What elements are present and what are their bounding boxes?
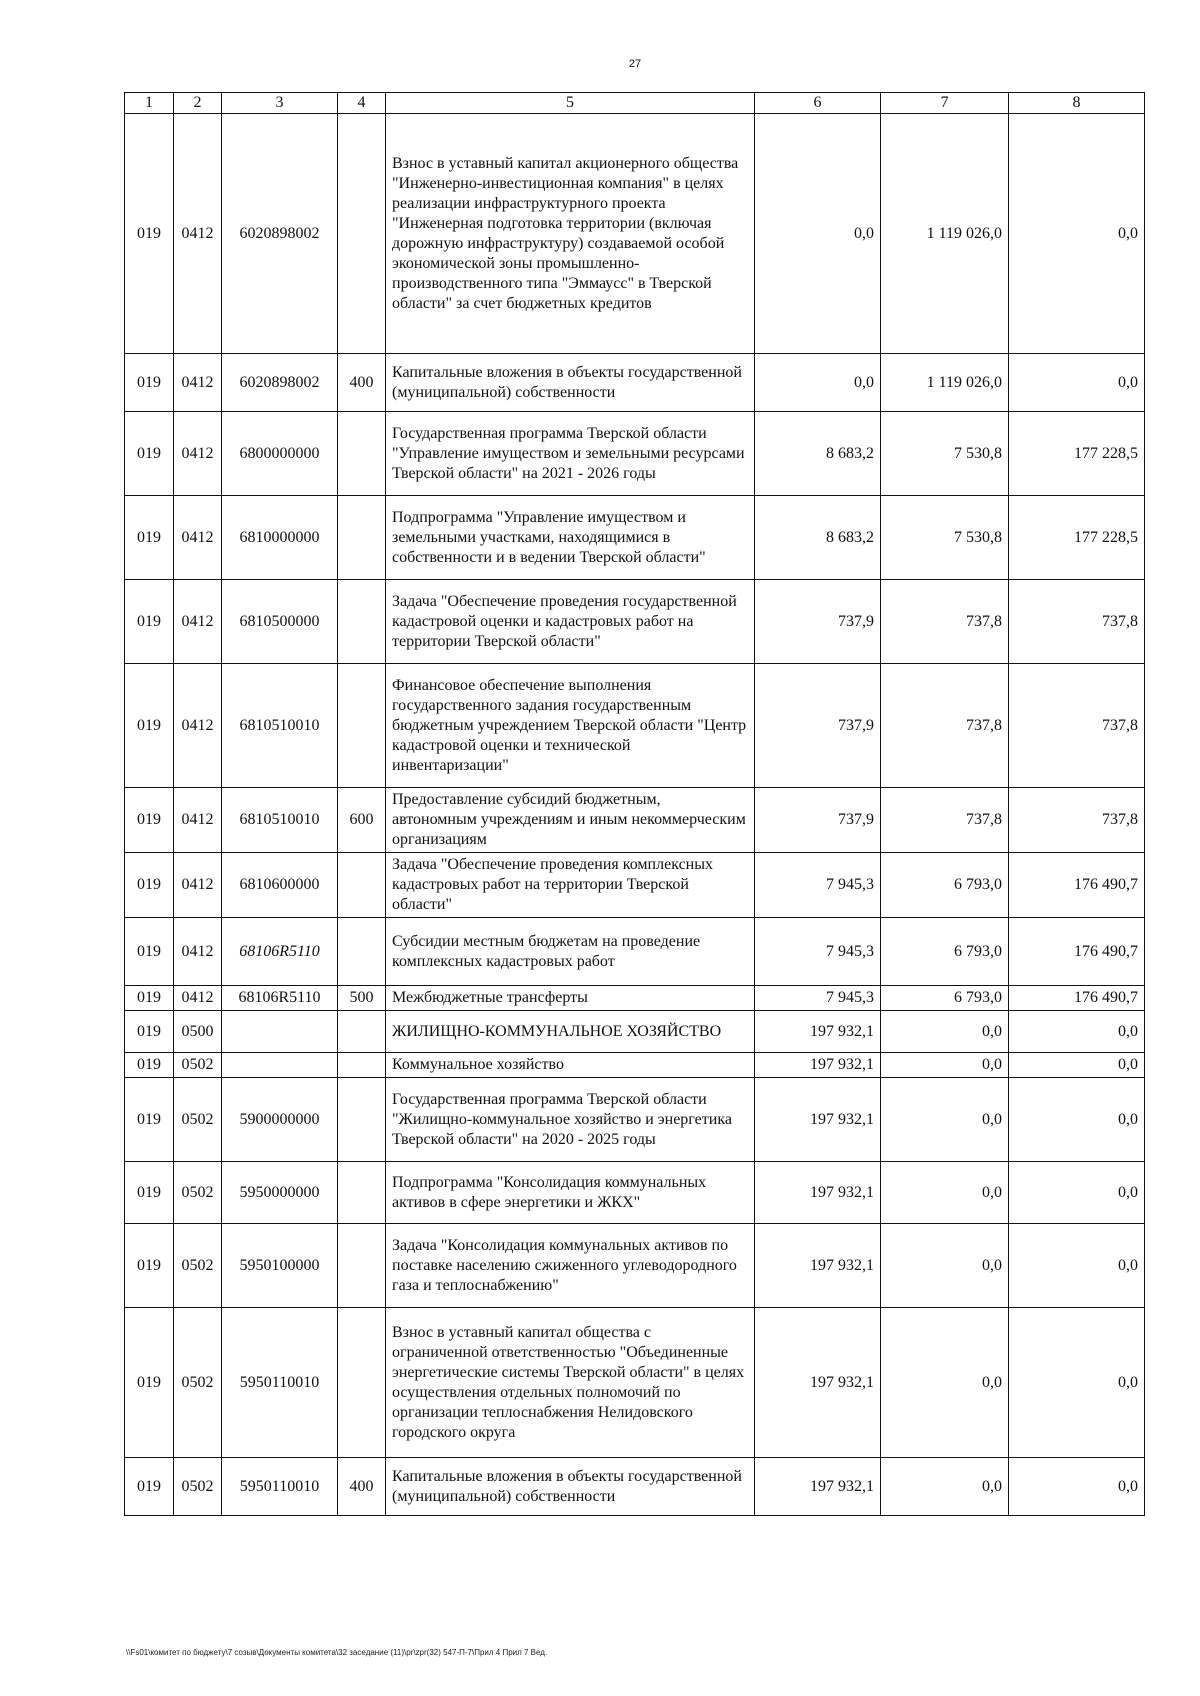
cell-amount-2: 0,0 — [881, 1458, 1009, 1516]
cell-agency-code: 019 — [125, 918, 174, 986]
table-row — [125, 1011, 1145, 1053]
cell-amount-2: 737,8 — [881, 664, 1009, 788]
cell-agency-code: 019 — [125, 986, 174, 1011]
cell-amount-2: 7 530,8 — [881, 496, 1009, 580]
table-row — [125, 853, 1145, 918]
cell-amount-1: 197 932,1 — [755, 1162, 881, 1224]
cell-expense-type — [338, 664, 386, 788]
cell-agency-code: 019 — [125, 354, 174, 412]
cell-description: Государственная программа Тверской области "Управление имуществом и земельными ресурсами Тверской области" на 2021 - 2026 годы — [386, 412, 755, 496]
cell-amount-3: 176 490,7 — [1009, 986, 1145, 1011]
cell-section-code: 0502 — [174, 1224, 222, 1308]
cell-section-code: 0502 — [174, 1162, 222, 1224]
cell-amount-2: 0,0 — [881, 1011, 1009, 1053]
cell-amount-3: 0,0 — [1009, 1224, 1145, 1308]
cell-expense-type — [338, 853, 386, 918]
cell-target-code — [222, 1011, 338, 1053]
cell-amount-3: 177 228,5 — [1009, 412, 1145, 496]
table-header-row — [125, 93, 1145, 114]
table-row — [125, 788, 1145, 853]
cell-amount-2: 0,0 — [881, 1078, 1009, 1162]
table-row — [125, 1308, 1145, 1458]
cell-amount-3: 0,0 — [1009, 114, 1145, 354]
cell-target-code — [222, 1053, 338, 1078]
cell-target-code: 68106R5110 — [222, 986, 338, 1011]
cell-amount-1: 7 945,3 — [755, 918, 881, 986]
cell-agency-code: 019 — [125, 1162, 174, 1224]
column-header: 5 — [386, 93, 755, 114]
cell-expense-type — [338, 1224, 386, 1308]
cell-section-code: 0412 — [174, 354, 222, 412]
cell-description: Взнос в уставный капитал акционерного общества "Инженерно-инвестиционная компания" в целях реализации инфраструктурного проекта "Инженерная подготовка территории (включая дорожную инфраструктуру) создаваемой особой экономической зоны промышленно-производственного типа "Эммаусс" в Тверской области" за счет бюджетных кредитов — [386, 114, 755, 354]
cell-agency-code: 019 — [125, 114, 174, 354]
cell-agency-code: 019 — [125, 1053, 174, 1078]
cell-description: Государственная программа Тверской области "Жилищно-коммунальное хозяйство и энергетика Тверской области" на 2020 - 2025 годы — [386, 1078, 755, 1162]
cell-amount-2: 1 119 026,0 — [881, 354, 1009, 412]
cell-amount-1: 737,9 — [755, 664, 881, 788]
cell-agency-code: 019 — [125, 788, 174, 853]
cell-amount-3: 177 228,5 — [1009, 496, 1145, 580]
column-header: 2 — [174, 93, 222, 114]
cell-amount-2: 737,8 — [881, 580, 1009, 664]
table-row — [125, 1224, 1145, 1308]
cell-amount-1: 0,0 — [755, 354, 881, 412]
cell-section-code: 0412 — [174, 986, 222, 1011]
cell-amount-2: 0,0 — [881, 1308, 1009, 1458]
cell-agency-code: 019 — [125, 853, 174, 918]
cell-amount-3: 0,0 — [1009, 354, 1145, 412]
cell-description: Задача "Консолидация коммунальных активов по поставке населению сжиженного углеводородного газа и теплоснабжению" — [386, 1224, 755, 1308]
cell-expense-type — [338, 918, 386, 986]
cell-expense-type — [338, 1053, 386, 1078]
cell-amount-3: 0,0 — [1009, 1162, 1145, 1224]
cell-amount-1: 197 932,1 — [755, 1078, 881, 1162]
cell-agency-code: 019 — [125, 1224, 174, 1308]
cell-amount-2: 0,0 — [881, 1224, 1009, 1308]
cell-expense-type: 600 — [338, 788, 386, 853]
cell-amount-1: 0,0 — [755, 114, 881, 354]
table-row — [125, 114, 1145, 354]
cell-amount-1: 7 945,3 — [755, 986, 881, 1011]
cell-target-code: 6800000000 — [222, 412, 338, 496]
cell-amount-1: 8 683,2 — [755, 412, 881, 496]
budget-table — [124, 92, 1145, 1516]
cell-amount-3: 0,0 — [1009, 1053, 1145, 1078]
column-header: 3 — [222, 93, 338, 114]
cell-amount-2: 6 793,0 — [881, 853, 1009, 918]
cell-amount-1: 197 932,1 — [755, 1308, 881, 1458]
cell-amount-3: 0,0 — [1009, 1458, 1145, 1516]
cell-amount-1: 197 932,1 — [755, 1224, 881, 1308]
cell-description: Межбюджетные трансферты — [386, 986, 755, 1011]
cell-section-code: 0502 — [174, 1308, 222, 1458]
cell-target-code: 6810600000 — [222, 853, 338, 918]
cell-description: Подпрограмма "Консолидация коммунальных активов в сфере энергетики и ЖКХ" — [386, 1162, 755, 1224]
cell-section-code: 0412 — [174, 918, 222, 986]
table-row — [125, 664, 1145, 788]
cell-target-code: 5950100000 — [222, 1224, 338, 1308]
cell-description: Взнос в уставный капитал общества с ограниченной ответственностью "Объединенные энергетические системы Тверской области" в целях осуществления отдельных полномочий по организации теплоснабжения Нелидовского городского округа — [386, 1308, 755, 1458]
column-header: 1 — [125, 93, 174, 114]
cell-amount-3: 176 490,7 — [1009, 853, 1145, 918]
cell-amount-1: 737,9 — [755, 580, 881, 664]
cell-amount-2: 737,8 — [881, 788, 1009, 853]
cell-expense-type: 500 — [338, 986, 386, 1011]
cell-amount-3: 737,8 — [1009, 788, 1145, 853]
column-header: 7 — [881, 93, 1009, 114]
cell-section-code: 0502 — [174, 1078, 222, 1162]
cell-amount-3: 176 490,7 — [1009, 918, 1145, 986]
cell-description: Задача "Обеспечение проведения комплексных кадастровых работ на территории Тверской области" — [386, 853, 755, 918]
cell-agency-code: 019 — [125, 1308, 174, 1458]
cell-amount-1: 737,9 — [755, 788, 881, 853]
cell-description: ЖИЛИЩНО-КОММУНАЛЬНОЕ ХОЗЯЙСТВО — [386, 1011, 755, 1053]
cell-section-code: 0412 — [174, 788, 222, 853]
cell-amount-1: 197 932,1 — [755, 1458, 881, 1516]
cell-target-code: 5950110010 — [222, 1458, 338, 1516]
table-row — [125, 1053, 1145, 1078]
cell-section-code: 0502 — [174, 1053, 222, 1078]
cell-amount-1: 197 932,1 — [755, 1011, 881, 1053]
table-row — [125, 496, 1145, 580]
cell-expense-type — [338, 1011, 386, 1053]
cell-description: Коммунальное хозяйство — [386, 1053, 755, 1078]
cell-agency-code: 019 — [125, 412, 174, 496]
cell-amount-2: 6 793,0 — [881, 986, 1009, 1011]
cell-target-code: 6810000000 — [222, 496, 338, 580]
cell-agency-code: 019 — [125, 496, 174, 580]
cell-section-code: 0412 — [174, 580, 222, 664]
cell-section-code: 0500 — [174, 1011, 222, 1053]
table-row — [125, 986, 1145, 1011]
cell-section-code: 0412 — [174, 412, 222, 496]
column-header: 4 — [338, 93, 386, 114]
file-path-footer: \\Fs01\комитет по бюджету\7 созыв\Документы комитета\32 заседание (11)\pr\zpr(32) 547-П-7\Прил 4 Прил 7 Вед. — [126, 1648, 548, 1657]
cell-amount-2: 6 793,0 — [881, 918, 1009, 986]
cell-amount-3: 0,0 — [1009, 1078, 1145, 1162]
page-number: 27 — [628, 58, 642, 70]
cell-expense-type — [338, 412, 386, 496]
cell-target-code: 6810510010 — [222, 788, 338, 853]
cell-agency-code: 019 — [125, 1458, 174, 1516]
cell-amount-1: 7 945,3 — [755, 853, 881, 918]
cell-amount-2: 7 530,8 — [881, 412, 1009, 496]
cell-description: Предоставление субсидий бюджетным, автономным учреждениям и иным некоммерческим организациям — [386, 788, 755, 853]
cell-agency-code: 019 — [125, 1078, 174, 1162]
cell-expense-type — [338, 1162, 386, 1224]
cell-amount-3: 737,8 — [1009, 664, 1145, 788]
cell-amount-3: 0,0 — [1009, 1308, 1145, 1458]
cell-section-code: 0412 — [174, 114, 222, 354]
table-row — [125, 412, 1145, 496]
cell-target-code: 5950000000 — [222, 1162, 338, 1224]
cell-target-code: 68106R5110 — [222, 918, 338, 986]
cell-amount-2: 0,0 — [881, 1162, 1009, 1224]
cell-amount-3: 737,8 — [1009, 580, 1145, 664]
cell-amount-1: 8 683,2 — [755, 496, 881, 580]
cell-agency-code: 019 — [125, 1011, 174, 1053]
cell-target-code: 6810500000 — [222, 580, 338, 664]
cell-expense-type — [338, 114, 386, 354]
cell-expense-type: 400 — [338, 354, 386, 412]
cell-expense-type — [338, 580, 386, 664]
cell-expense-type — [338, 1308, 386, 1458]
cell-amount-2: 0,0 — [881, 1053, 1009, 1078]
column-header: 8 — [1009, 93, 1145, 114]
cell-expense-type — [338, 496, 386, 580]
table-row — [125, 1162, 1145, 1224]
cell-agency-code: 019 — [125, 664, 174, 788]
cell-section-code: 0412 — [174, 664, 222, 788]
cell-description: Финансовое обеспечение выполнения государственного задания государственным бюджетным учреждением Тверской области "Центр кадастровой оценки и технической инвентаризации" — [386, 664, 755, 788]
table-row — [125, 580, 1145, 664]
cell-target-code: 5950110010 — [222, 1308, 338, 1458]
cell-section-code: 0412 — [174, 853, 222, 918]
cell-amount-3: 0,0 — [1009, 1011, 1145, 1053]
cell-description: Задача "Обеспечение проведения государственной кадастровой оценки и кадастровых работ на территории Тверской области" — [386, 580, 755, 664]
table-row — [125, 1078, 1145, 1162]
cell-expense-type: 400 — [338, 1458, 386, 1516]
cell-section-code: 0502 — [174, 1458, 222, 1516]
cell-description: Субсидии местным бюджетам на проведение комплексных кадастровых работ — [386, 918, 755, 986]
cell-target-code: 6020898002 — [222, 354, 338, 412]
cell-target-code: 6020898002 — [222, 114, 338, 354]
column-header: 6 — [755, 93, 881, 114]
table-row — [125, 918, 1145, 986]
cell-target-code: 5900000000 — [222, 1078, 338, 1162]
cell-target-code: 6810510010 — [222, 664, 338, 788]
cell-section-code: 0412 — [174, 496, 222, 580]
cell-amount-2: 1 119 026,0 — [881, 114, 1009, 354]
cell-amount-1: 197 932,1 — [755, 1053, 881, 1078]
cell-description: Капитальные вложения в объекты государственной (муниципальной) собственности — [386, 1458, 755, 1516]
cell-expense-type — [338, 1078, 386, 1162]
cell-description: Капитальные вложения в объекты государственной (муниципальной) собственности — [386, 354, 755, 412]
table-row — [125, 1458, 1145, 1516]
table-row — [125, 354, 1145, 412]
cell-agency-code: 019 — [125, 580, 174, 664]
cell-description: Подпрограмма "Управление имуществом и земельными участками, находящимися в собственности и в ведении Тверской области" — [386, 496, 755, 580]
